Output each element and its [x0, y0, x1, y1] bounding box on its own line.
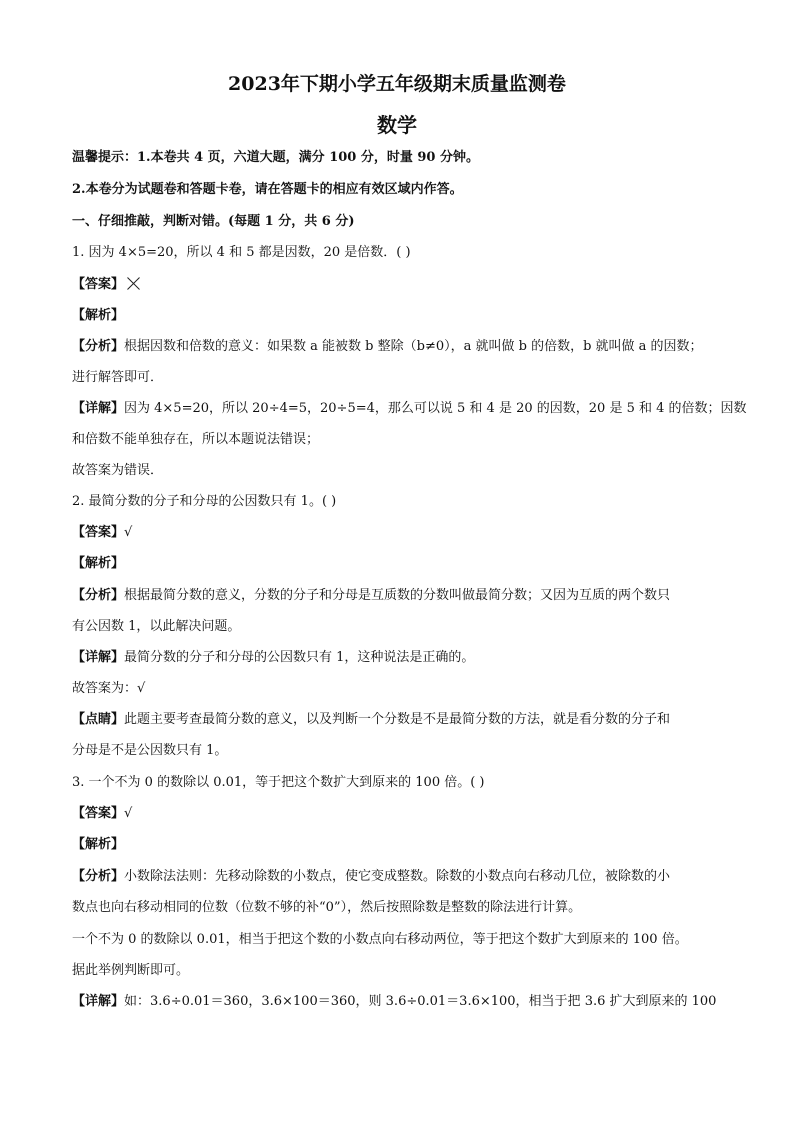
q2-answer — [72, 523, 732, 543]
analysis-tag: 【分析】 — [72, 869, 125, 884]
q2-analysis-cont: 有公因数 1，以此解决问题。 — [72, 619, 241, 634]
subject-title: 数学 — [377, 113, 417, 137]
q1-analysis-cont: 进行解答即可． — [72, 370, 164, 385]
answer-tag: 【答案】 — [72, 277, 125, 292]
q3-analysis-cont-3: 据此举例判断即可。 — [72, 963, 190, 978]
page-title: 2023年下期小学五年级期末质量监测卷 — [228, 73, 566, 95]
section-heading: 一、仔细推敲，判断对错。(每题 1 分，共 6 分) — [72, 214, 355, 229]
explain-tag: 【解析】 — [72, 556, 125, 571]
cross-icon — [126, 276, 140, 290]
q3-analysis-text: 小数除法法则：先移动除数的小数点，使它变成整数。除数的小数点向右移动几位，被除数的小 — [124, 869, 671, 884]
q1-detail-cont: 和倍数不能单独存在，所以本题说法错误； — [72, 432, 320, 447]
q1-detail-text: 因为 4×5=20，所以 20÷4=5，20÷5=4，那么可以说 5 和 4 是 20 的因数，20 是 5 和 4 的倍数；因数 — [124, 401, 747, 416]
q1-answer — [72, 275, 732, 295]
analysis-tag: 【分析】 — [72, 588, 125, 603]
q1-analysis — [72, 337, 732, 357]
q2-answer-mark: √ — [124, 525, 133, 540]
q1-detail — [72, 399, 747, 419]
q3-answer — [72, 804, 732, 824]
q2-comment-text: 此题主要考查最简分数的意义，以及判断一个分数是不是最简分数的方法，就是看分数的分子和 — [124, 712, 671, 727]
q3-detail — [72, 992, 732, 1012]
q2-comment-cont: 分母是不是公因数只有 1。 — [72, 743, 228, 758]
q3-analysis-cont-2: 一个不为 0 的数除以 0.01，相当于把这个数的小数点向右移动两位，等于把这个数扩大到原来的 100 倍。 — [72, 932, 688, 947]
q1-conclusion: 故答案为错误． — [72, 463, 164, 478]
comment-tag: 【点睛】 — [72, 712, 125, 727]
answer-tag: 【答案】 — [72, 806, 125, 821]
q3-analysis — [72, 867, 732, 887]
analysis-tag: 【分析】 — [72, 339, 125, 354]
q2-analysis — [72, 586, 732, 606]
notice-line-2: 2.本卷分为试题卷和答题卡卷，请在答题卡的相应有效区域内作答。 — [72, 182, 463, 197]
q3-detail-text: 如：3.6÷0.01＝360，3.6×100＝360，则 3.6÷0.01＝3.6×100，相当于把 3.6 扩大到原来的 100 — [124, 994, 717, 1009]
detail-tag: 【详解】 — [72, 401, 125, 416]
detail-tag: 【详解】 — [72, 994, 125, 1009]
detail-tag: 【详解】 — [72, 650, 125, 665]
q3-analysis-cont: 数点也向右移动相同的位数（位数不够的补“0”），然后按照除数是整数的除法进行计算。 — [72, 900, 582, 915]
q3-answer-mark: √ — [124, 806, 133, 821]
q2-detail — [72, 648, 732, 668]
q1-analysis-text: 根据因数和倍数的意义：如果数 a 能被数 b 整除（b≠0），a 就叫做 b 的倍数，b 就叫做 a 的因数； — [124, 339, 703, 354]
q1-explain — [72, 306, 732, 326]
question-3: 3. 一个不为 0 的数除以 0.01，等于把这个数扩大到原来的 100 倍。( ) — [72, 775, 485, 790]
explain-tag: 【解析】 — [72, 308, 125, 323]
q2-explain — [72, 554, 732, 574]
question-1: 1. 因为 4×5=20，所以 4 和 5 都是因数，20 是倍数．( ) — [72, 245, 411, 260]
answer-tag: 【答案】 — [72, 525, 125, 540]
q3-explain — [72, 835, 732, 855]
q2-analysis-text: 根据最简分数的意义，分数的分子和分母是互质数的分数叫做最简分数；又因为互质的两个数只 — [124, 588, 671, 603]
q2-comment — [72, 710, 732, 730]
explain-tag: 【解析】 — [72, 837, 125, 852]
q2-conclusion: 故答案为：√ — [72, 681, 146, 696]
question-2: 2. 最简分数的分子和分母的公因数只有 1。( ) — [72, 494, 337, 509]
q2-detail-text: 最简分数的分子和分母的公因数只有 1，这种说法是正确的。 — [124, 650, 475, 665]
notice-line-1: 温馨提示：1.本卷共 4 页，六道大题，满分 100 分，时量 90 分钟。 — [72, 150, 479, 165]
